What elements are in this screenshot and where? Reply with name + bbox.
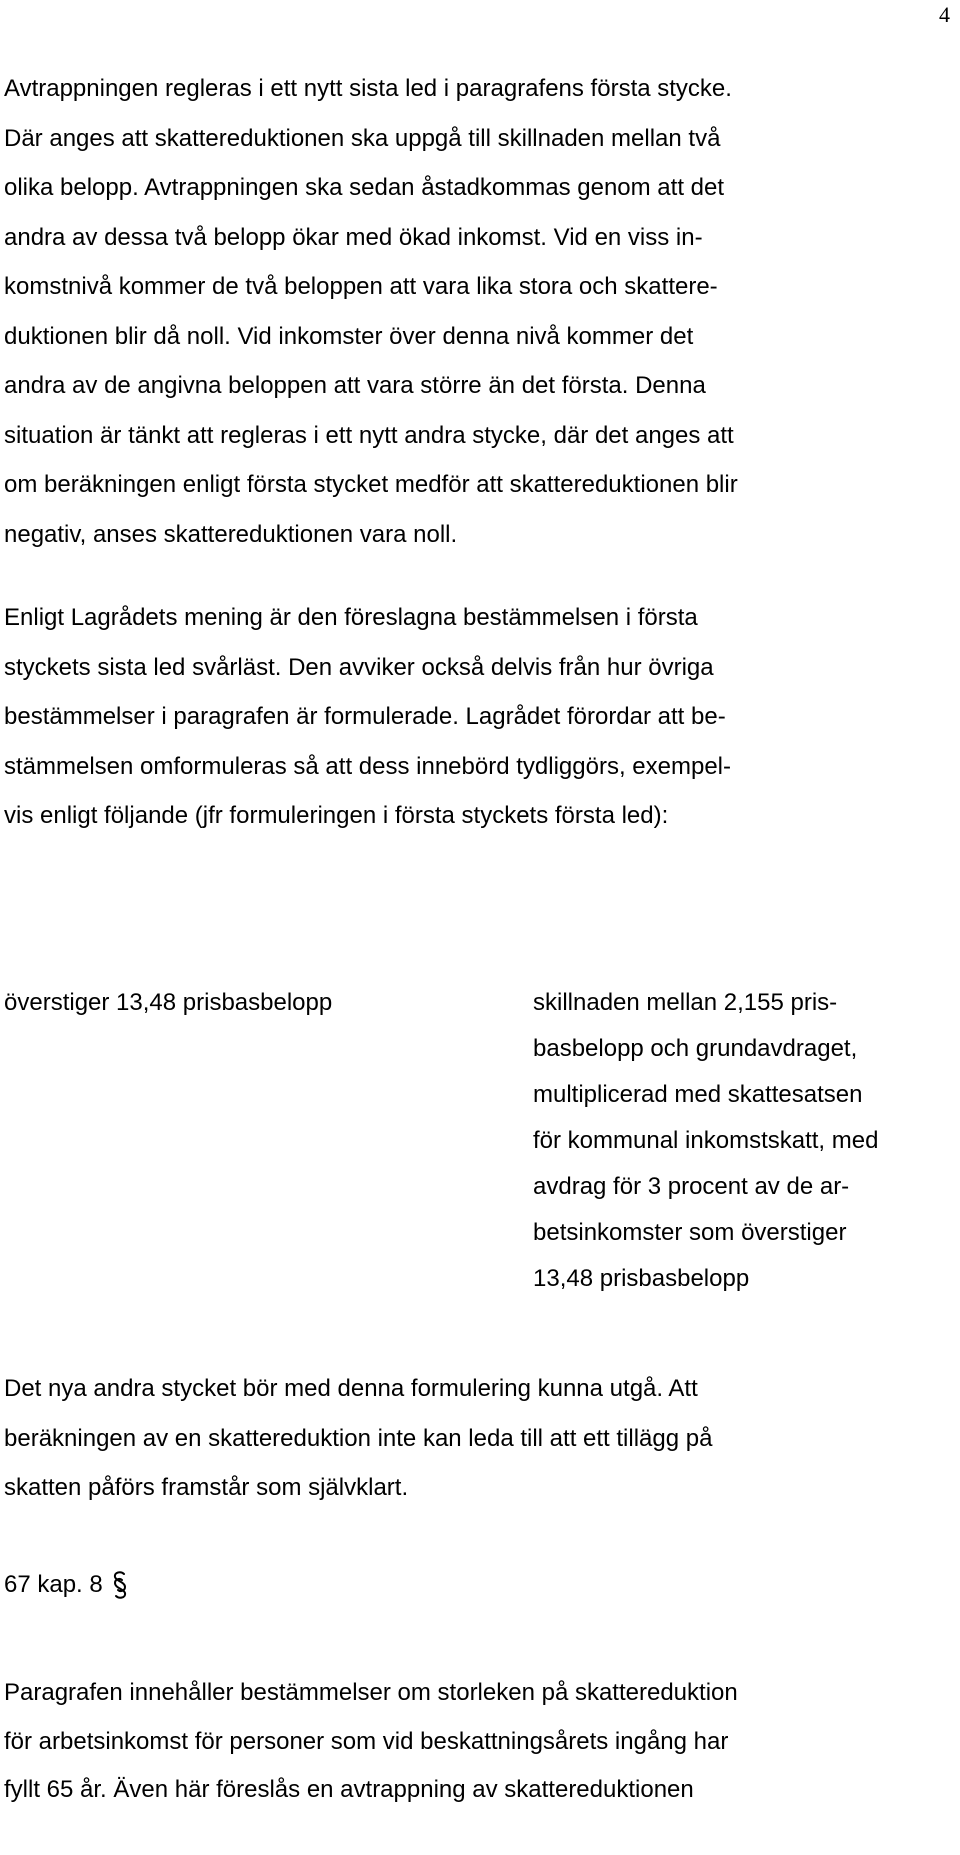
text-line: stämmelsen omformuleras så att dess innebörd tydliggörs, exempel-: [4, 752, 731, 780]
paragraph-second-stanza-removal: [4, 1364, 712, 1513]
text-line: bestämmelser i paragrafen är formulerade. Lagrådet förordar att be-: [4, 703, 726, 730]
paragraph-phase-out-description: [4, 64, 738, 559]
text-line: andra av dessa två belopp ökar med ökad inkomst. Vid en viss in-: [4, 223, 703, 251]
page-number: 4: [939, 2, 950, 27]
proposal-result-line: 13,48 prisbasbelopp: [533, 1265, 750, 1292]
text-line: om beräkningen enligt första stycket medför att skattereduktionen blir: [4, 471, 738, 498]
proposal-result-line: betsinkomster som överstiger: [533, 1219, 847, 1246]
proposal-result-line: multiplicerad med skattesatsen: [533, 1081, 863, 1108]
text-line: vis enligt följande (jfr formuleringen i första styckets första led):: [4, 802, 669, 829]
text-line: skatten påförs framstår som självklart.: [4, 1474, 409, 1501]
proposal-result-column: [533, 980, 878, 1302]
text-line: för arbetsinkomst för personer som vid beskattningsårets ingång har: [4, 1727, 729, 1755]
proposal-result-line: för kommunal inkomstskatt, med: [533, 1127, 879, 1154]
text-line: negativ, anses skattereduktionen vara noll.: [4, 520, 458, 548]
text-line: Paragrafen innehåller bestämmelser om storleken på skattereduktion: [4, 1679, 738, 1706]
text-line: Där anges att skattereduktionen ska uppgå till skillnaden mellan två: [4, 124, 721, 152]
section-heading-text: 67 kap. 8: [4, 1571, 103, 1598]
paragraph-elderly-reduction: [4, 1669, 738, 1815]
text-line: beräkningen av en skattereduktion inte kan leda till att ett tillägg på: [4, 1424, 713, 1452]
section-heading: [4, 1560, 131, 1609]
proposal-result-line: skillnaden mellan 2,155 pris-: [533, 989, 838, 1016]
text-line: Enligt Lagrådets mening är den föreslagna bestämmelsen i första: [4, 604, 698, 631]
proposal-condition-column: [4, 980, 332, 1026]
text-line: komstnivå kommer de två beloppen att vara lika stora och skattere-: [4, 273, 718, 300]
proposal-result-line: basbelopp och grundavdraget,: [533, 1035, 858, 1062]
text-line: olika belopp. Avtrappningen ska sedan åstadkommas genom att det: [4, 174, 725, 201]
text-line: Det nya andra stycket bör med denna formulering kunna utgå. Att: [4, 1375, 698, 1402]
text-line: situation är tänkt att regleras i ett nytt andra stycke, där det anges att: [4, 421, 734, 449]
text-line: duktionen blir då noll. Vid inkomster över denna nivå kommer det: [4, 322, 694, 350]
text-line: styckets sista led svårläst. Den avviker också delvis från hur övriga: [4, 653, 714, 681]
text-line: andra av de angivna beloppen att vara större än det första. Denna: [4, 372, 706, 399]
proposal-result-line: avdrag för 3 procent av de ar-: [533, 1173, 850, 1200]
paragraph-lagradet-opinion: [4, 593, 731, 841]
text-line: fyllt 65 år. Även här föreslås en avtrappning av skattereduktionen: [4, 1776, 694, 1803]
text-line: Avtrappningen regleras i ett nytt sista led i paragrafens första stycke.: [4, 75, 732, 102]
section-sign-icon: [109, 1570, 131, 1600]
proposal-condition: överstiger 13,48 prisbasbelopp: [4, 989, 333, 1016]
